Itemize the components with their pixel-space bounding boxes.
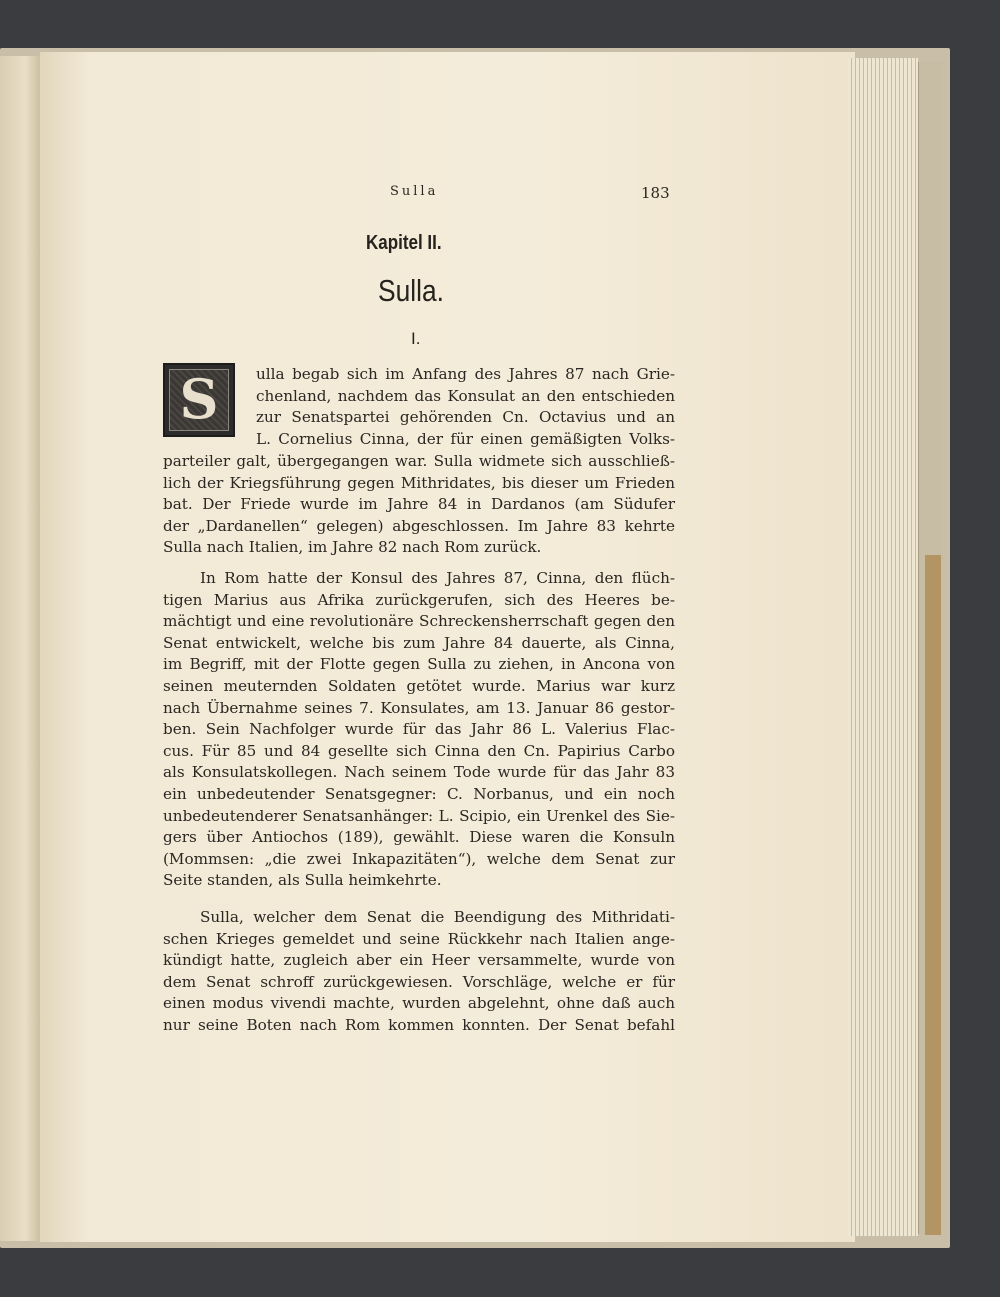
section-number: I. <box>411 329 421 348</box>
chapter-title: Sulla. <box>378 273 444 308</box>
text-line: lich der Kriegsführung gegen Mithridates, bis dieser um Frieden <box>163 473 675 492</box>
text-line: parteiler galt, übergegangen war. Sulla widmete sich ausschließ- <box>163 452 675 470</box>
text-line: kündigt hatte, zugleich aber ein Heer versammelte, wurde von <box>163 951 675 970</box>
paragraph-3 <box>163 907 675 1037</box>
page-number: 183 <box>641 184 670 202</box>
initial-letter: S <box>179 367 219 431</box>
text-line: Sulla, welcher dem Senat die Beendigung des Mithridati- <box>200 908 675 926</box>
text-line: mächtigt und eine revolutionäre Schreckensherrschaft gegen den <box>163 612 675 631</box>
text-line: der „Dardanellen“ gelegen) abgeschlossen. Im Jahre 83 kehrte <box>163 516 675 535</box>
ornamental-initial <box>163 363 235 437</box>
text-line: tigen Marius aus Afrika zurückgerufen, sich des Heeres be- <box>163 590 675 609</box>
page-edges <box>848 58 918 1236</box>
text-line: Seite standen, als Sulla heimkehrte. <box>163 871 442 890</box>
text-line: nur seine Boten nach Rom kommen konnten. Der Senat befahl <box>163 1015 675 1034</box>
text-line: Sulla nach Italien, im Jahre 82 nach Rom zurück. <box>163 538 542 557</box>
text-line: schen Krieges gemeldet und seine Rückkehr nach Italien ange- <box>163 929 675 948</box>
text-line: (Mommsen: „die zwei Inkapazitäten“), welche dem Senat zur <box>163 849 675 868</box>
text-line: im Begriff, mit der Flotte gegen Sulla zu ziehen, in Ancona von <box>163 655 675 674</box>
text-line: L. Cornelius Cinna, der für einen gemäßigten Volks- <box>256 429 675 448</box>
text-line: gers über Antiochos (189), gewählt. Diese waren die Konsuln <box>163 828 675 847</box>
chapter-label: Kapitel II. <box>366 232 442 254</box>
paragraph-1-continued <box>163 451 675 559</box>
text-line: zur Senatspartei gehörenden Cn. Octavius und an <box>256 408 675 427</box>
text-line: einen modus vivendi machte, wurden abgelehnt, ohne daß auch <box>163 994 675 1013</box>
text-line: cus. Für 85 und 84 gesellte sich Cinna den Cn. Papirius Carbo <box>163 741 675 760</box>
text-line: ben. Sein Nachfolger wurde für das Jahr 86 L. Valerius Flac- <box>163 720 675 739</box>
running-title: Sulla <box>390 184 439 199</box>
spine-binding <box>925 555 941 1235</box>
text-line: Senat entwickelt, welche bis zum Jahre 84 dauerte, als Cinna, <box>163 633 675 652</box>
text-line: dem Senat schroff zurückgewiesen. Vorschläge, welche er für <box>163 972 675 991</box>
text-line: chenland, nachdem das Konsulat an den entschieden <box>256 386 675 405</box>
paragraph-2 <box>163 568 675 892</box>
paragraph-1-opening <box>256 364 675 450</box>
text-line: ein unbedeutender Senatsgegner: C. Norbanus, und ein noch <box>163 784 675 803</box>
text-line: ulla begab sich im Anfang des Jahres 87 nach Grie- <box>256 365 675 383</box>
text-line: seinen meuternden Soldaten getötet wurde. Marius war kurz <box>163 676 675 695</box>
previous-page-edge <box>0 56 42 1241</box>
text-line: bat. Der Friede wurde im Jahre 84 in Dardanos (am Südufer <box>163 495 675 514</box>
text-line: als Konsulatskollegen. Nach seinem Tode wurde für das Jahr 83 <box>163 763 675 782</box>
text-line: unbedeutenderer Senatsanhänger: L. Scipio, ein Urenkel des Sie- <box>163 806 675 825</box>
text-line: nach Übernahme seines 7. Konsulates, am 13. Januar 86 gestor- <box>163 698 675 717</box>
text-line: In Rom hatte der Konsul des Jahres 87, Cinna, den flüch- <box>200 569 675 587</box>
